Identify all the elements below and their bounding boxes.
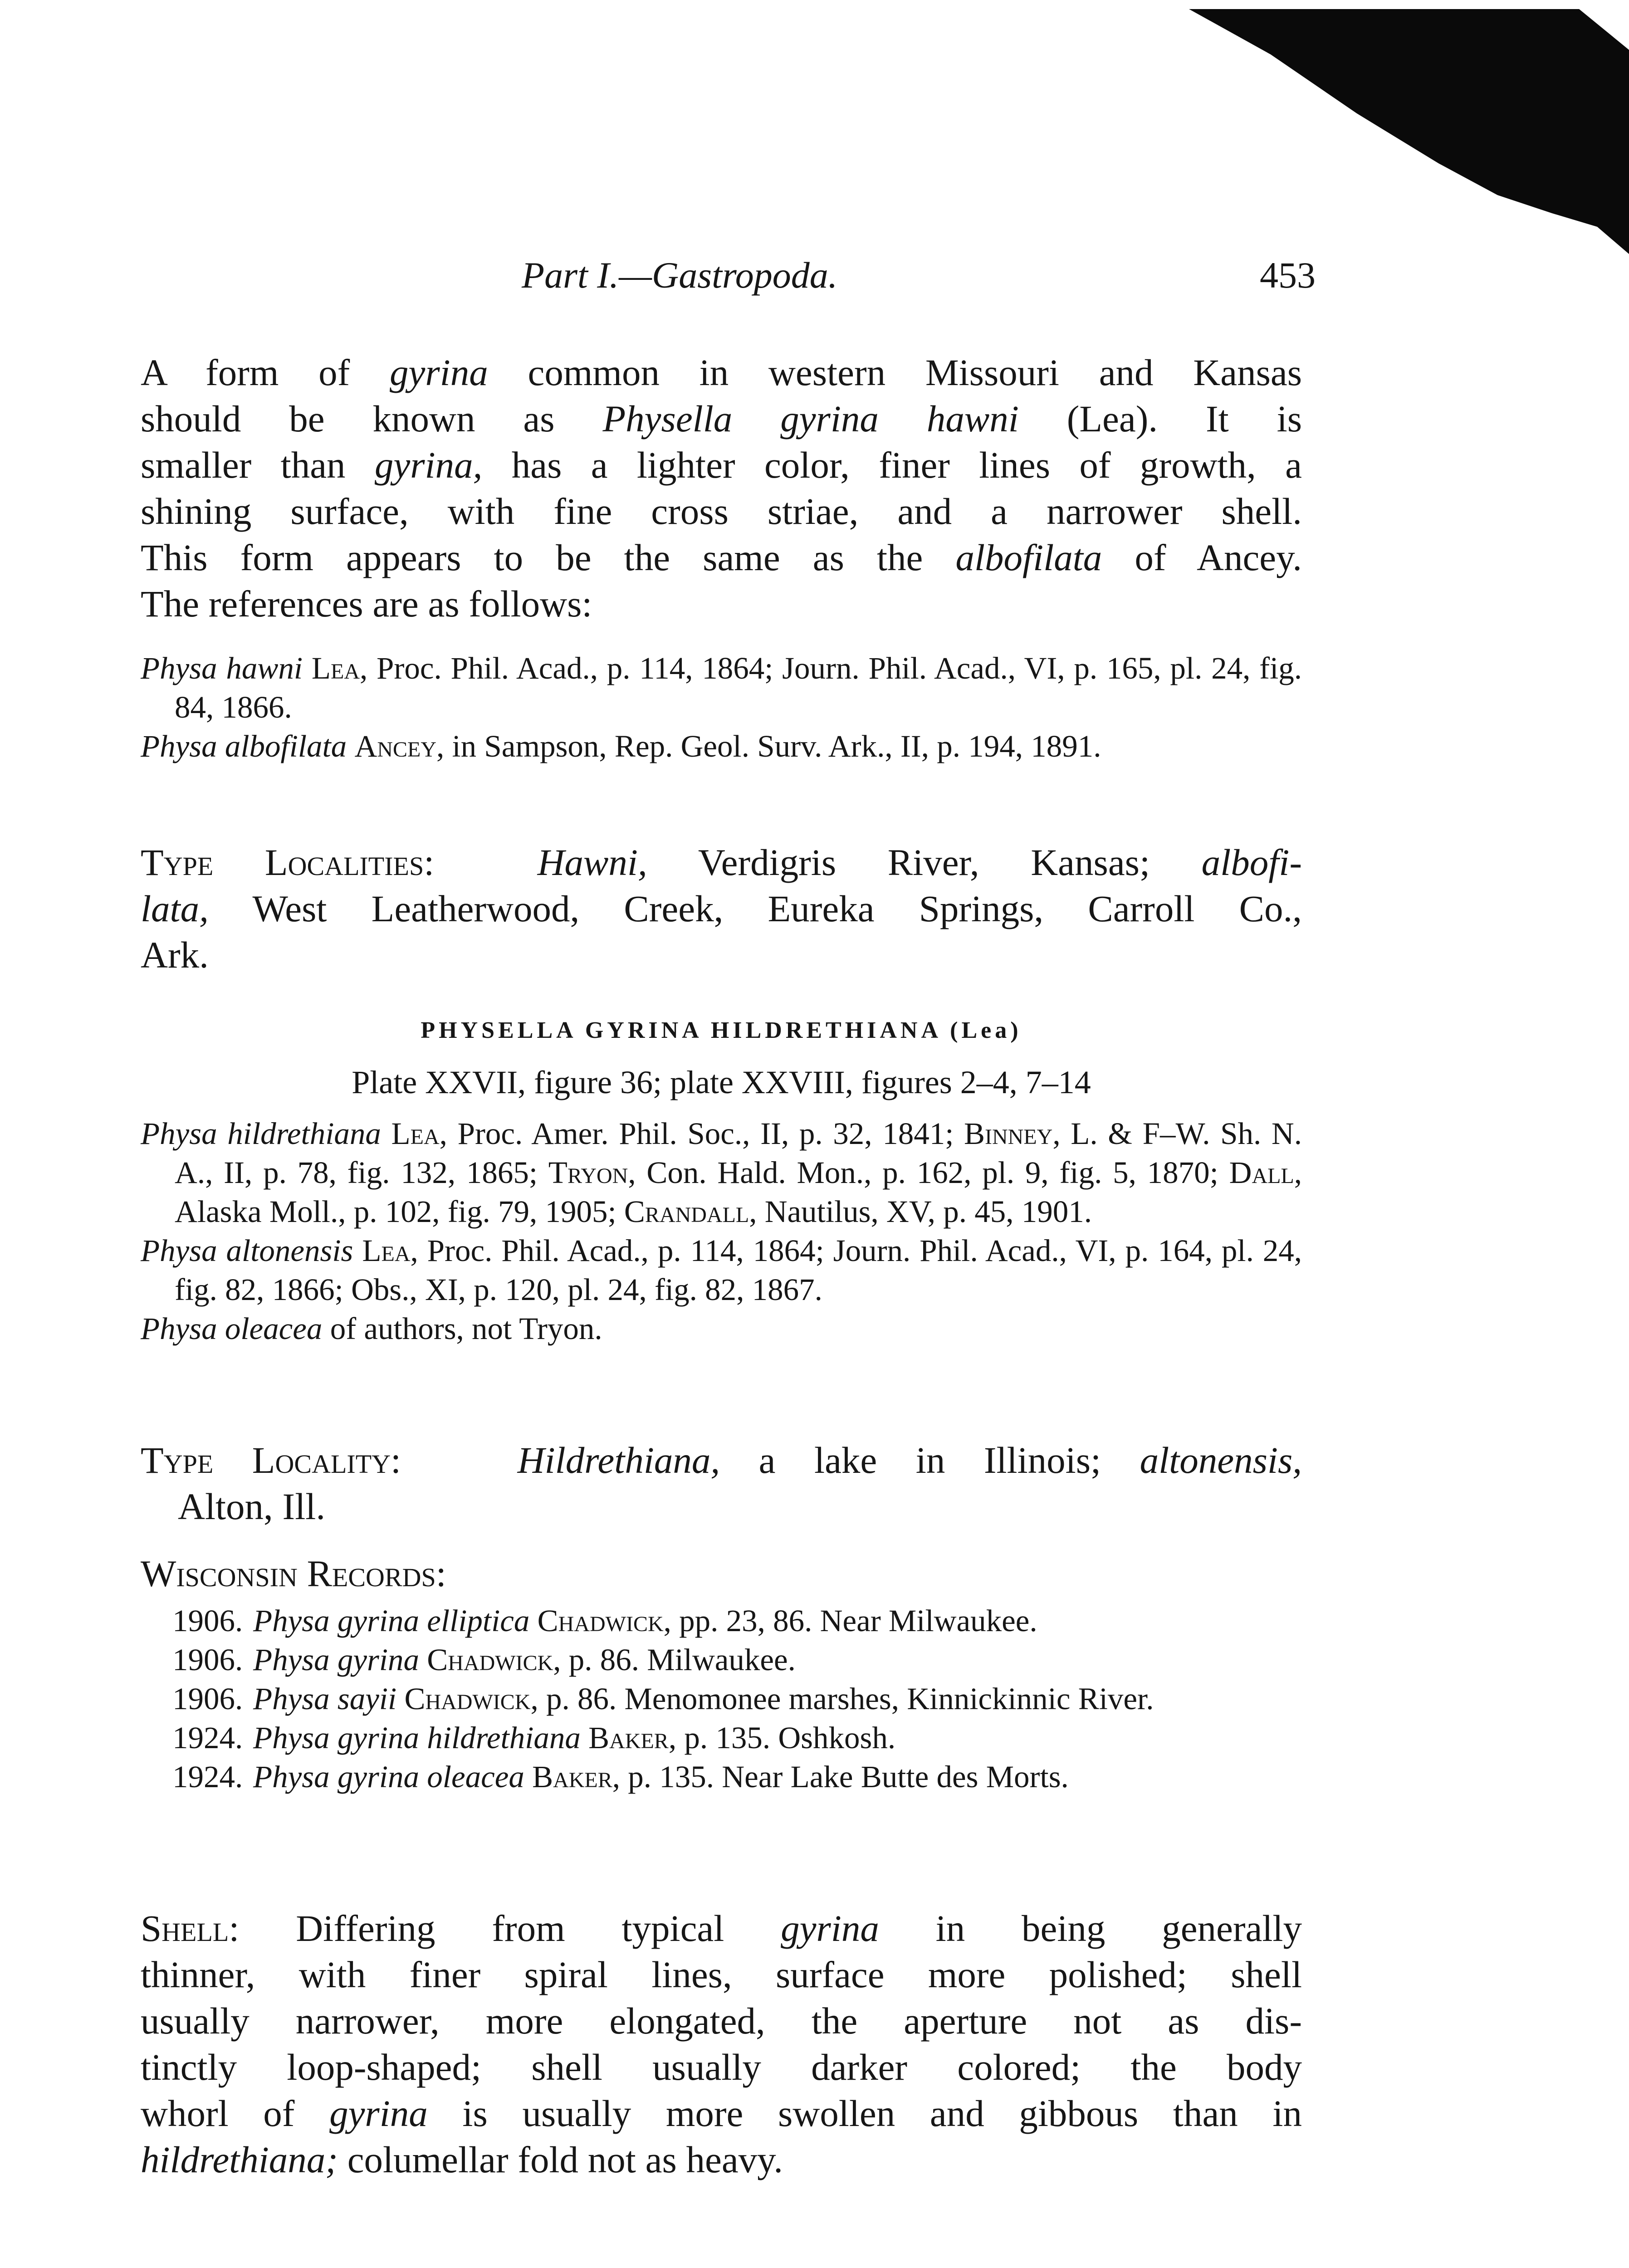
type-localities-line: Type Localities: Hawni, Verdigris River, Kansas; albofi- — [141, 841, 1302, 883]
intro-paragraph — [141, 349, 1302, 627]
intro-line: This form appears to be the same as the albofilata of Ancey. — [141, 537, 1302, 578]
record-row: 1906. Physa gyrina elliptica Chadwick, pp. 23, 86. Near Milwaukee. — [172, 1603, 1037, 1638]
reference-entry: Physa hildrethiana Lea, Proc. Amer. Phil. Soc., II, p. 32, 1841; Binney, L. & F–W. Sh. N. A., II, p. 78, fig. 132, 1865; Tryon, Con. Hald. Mon., p. 162, pl. 9, fig. 5, 1870; Dall, Alaska Moll., p. 102, fig. 79, 1905; Crandall, Nautilus, XV, p. 45, 1901. — [141, 1116, 1302, 1229]
intro-line: A form of gyrina common in western Missouri and Kansas — [141, 352, 1302, 393]
record-row: 1924. Physa gyrina oleacea Baker, p. 135. Near Lake Butte des Morts. — [172, 1760, 1069, 1794]
shell-label: Shell: — [141, 1907, 240, 1949]
intro-line: should be known as Physella gyrina hawni (Lea). It is — [141, 398, 1302, 440]
shell-line: usually narrower, more elongated, the aperture not as dis- — [141, 2000, 1302, 2042]
type-locality-paragraph — [141, 1437, 1302, 1530]
type-localities-line: Ark. — [141, 934, 209, 976]
type-locality-line: Type Locality: Hildrethiana, a lake in Illinois; altonensis, — [141, 1439, 1302, 1481]
wisconsin-records-label: Wisconsin Records: — [141, 1553, 446, 1594]
intro-line: smaller than gyrina, has a lighter color, finer lines of growth, a — [141, 444, 1302, 486]
type-localities-paragraph — [141, 839, 1302, 978]
species-name: PHYSELLA GYRINA HILDRETHIANA — [421, 1017, 941, 1043]
reference-entry: Physa altonensis Lea, Proc. Phil. Acad., p. 114, 1864; Journ. Phil. Acad., VI, p. 164, pl. 24, fig. 82, 1866; Obs., XI, p. 120, pl. 24, fig. 82, 1867. — [141, 1233, 1302, 1307]
reference-entry: Physa oleacea of authors, not Tryon. — [141, 1311, 602, 1346]
shell-line: Shell: Differing from typical gyrina in being generally — [141, 1907, 1302, 1949]
running-title: Part I.—Gastropoda. — [522, 254, 838, 296]
reference-list-2 — [141, 1114, 1302, 1348]
page-number: 453 — [1260, 254, 1316, 296]
plate-reference: Plate XXVII, figure 36; plate XXVIII, figures 2–4, 7–14 — [352, 1064, 1091, 1100]
wisconsin-records-list — [141, 1601, 1302, 1796]
type-locality-line: Alton, Ill. — [178, 1486, 326, 1527]
type-locality-label: Type Locality: — [141, 1439, 401, 1481]
reference-list-1 — [141, 649, 1302, 766]
shell-line: whorl of gyrina is usually more swollen and gibbous than in — [141, 2092, 1302, 2134]
type-localities-label: Type Localities: — [141, 841, 435, 883]
shell-paragraph — [141, 1905, 1302, 2183]
type-localities-line: lata, West Leatherwood, Creek, Eureka Springs, Carroll Co., — [141, 888, 1302, 929]
record-row: 1906. Physa gyrina Chadwick, p. 86. Milwaukee. — [172, 1642, 796, 1677]
record-row: 1906. Physa sayii Chadwick, p. 86. Menomonee marshes, Kinnickinnic River. — [172, 1681, 1154, 1716]
shell-line: tinctly loop-shaped; shell usually darker colored; the body — [141, 2046, 1302, 2088]
species-author: (Lea) — [950, 1017, 1022, 1043]
wisconsin-records-heading — [141, 1550, 1302, 1597]
reference-entry: Physa hawni Lea, Proc. Phil. Acad., p. 114, 1864; Journ. Phil. Acad., VI, p. 165, pl. 24, fig. 84, 1866. — [141, 651, 1302, 724]
torn-corner-shadow — [1076, 0, 1629, 254]
species-heading — [141, 1017, 1302, 1044]
shell-line: hildrethiana; columellar fold not as heavy. — [141, 2139, 783, 2180]
running-header — [522, 254, 1316, 304]
record-row: 1924. Physa gyrina hildrethiana Baker, p. 135. Oshkosh. — [172, 1721, 896, 1755]
intro-line: The references are as follows: — [141, 583, 592, 625]
intro-line: shining surface, with fine cross striae, and a narrower shell. — [141, 490, 1302, 532]
reference-entry: Physa albofilata Ancey, in Sampson, Rep. Geol. Surv. Ark., II, p. 194, 1891. — [141, 729, 1101, 763]
shell-line: thinner, with finer spiral lines, surface more polished; shell — [141, 1954, 1302, 1995]
